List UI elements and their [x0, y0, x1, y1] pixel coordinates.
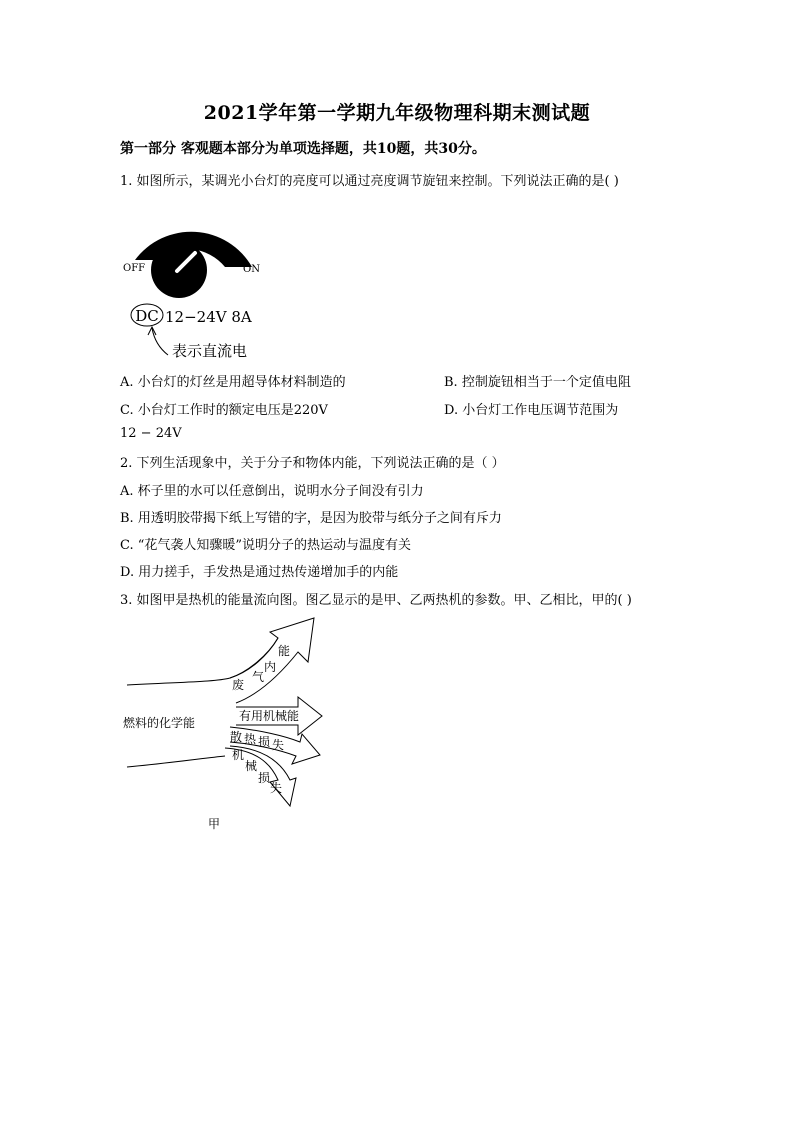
mech-loss-label-4: 失: [270, 781, 283, 795]
figure-caption: 甲: [208, 817, 221, 831]
useful-energy-label: 有用机械能: [239, 709, 300, 723]
mech-loss-label-1: 机: [232, 748, 245, 762]
q2-option-c: C. “花气袭人知骤暖”说明分子的热运动与温度有关: [120, 538, 412, 553]
q2-option-a: A. 杯子里的水可以任意倒出，说明水分子间没有引力: [120, 484, 424, 499]
waste-label-4: 能: [278, 644, 291, 658]
heat-loss-label-2: 热: [244, 732, 257, 746]
q1-stem: 1. 如图所示，某调光小台灯的亮度可以通过亮度调节旋钮来控制。下列说法正确的是( ): [120, 174, 619, 189]
section-heading: 第一部分 客观题本部分为单项选择题，共10题，共30分。: [120, 141, 486, 157]
waste-label-2: 气: [252, 670, 265, 684]
flow-bottom-line: [127, 756, 225, 767]
energy-flow-diagram: [120, 610, 340, 840]
dc-note: 表示直流电: [172, 342, 248, 360]
q3-stem: 3. 如图甲是热机的能量流向图。图乙显示的是甲、乙两热机的参数。甲、乙相比，甲的( ): [120, 593, 632, 608]
waste-label-1: 废: [232, 678, 245, 692]
mech-loss-label-2: 械: [245, 759, 258, 773]
heat-loss-label-4: 失: [272, 738, 285, 752]
q1-option-c: C. 小台灯工作时的额定电压是220V: [120, 403, 328, 418]
heat-loss-label-1: 散: [230, 730, 243, 744]
q2-option-b: B. 用透明胶带揭下纸上写错的字，是因为胶带与纸分子之间有斥力: [120, 511, 502, 526]
dimmer-knob-figure: [115, 195, 275, 365]
on-label: ON: [243, 264, 260, 275]
heat-loss-label-3: 损: [258, 735, 271, 749]
q1-option-b: B. 控制旋钮相当于一个定值电阻: [444, 375, 631, 390]
off-label: OFF: [123, 263, 146, 274]
q2-option-d: D. 用力搓手，手发热是通过热传递增加手的内能: [120, 565, 399, 580]
page-title: 2021学年第一学期九年级物理科期末测试题: [203, 102, 591, 124]
q1-option-d: D. 小台灯工作电压调节范围为: [444, 403, 619, 418]
q1-option-d-continued: 12 − 24V: [120, 426, 182, 441]
q2-stem: 2. 下列生活现象中，关于分子和物体内能，下列说法正确的是（ ）: [120, 456, 505, 471]
mech-loss-label-3: 损: [258, 771, 271, 785]
rating-label: 12−24V 8A: [165, 308, 252, 326]
dc-label: DC: [135, 307, 159, 325]
source-label: 燃料的化学能: [123, 716, 196, 730]
q1-option-a: A. 小台灯的灯丝是用超导体材料制造的: [120, 375, 346, 390]
waste-label-3: 内: [264, 660, 277, 674]
